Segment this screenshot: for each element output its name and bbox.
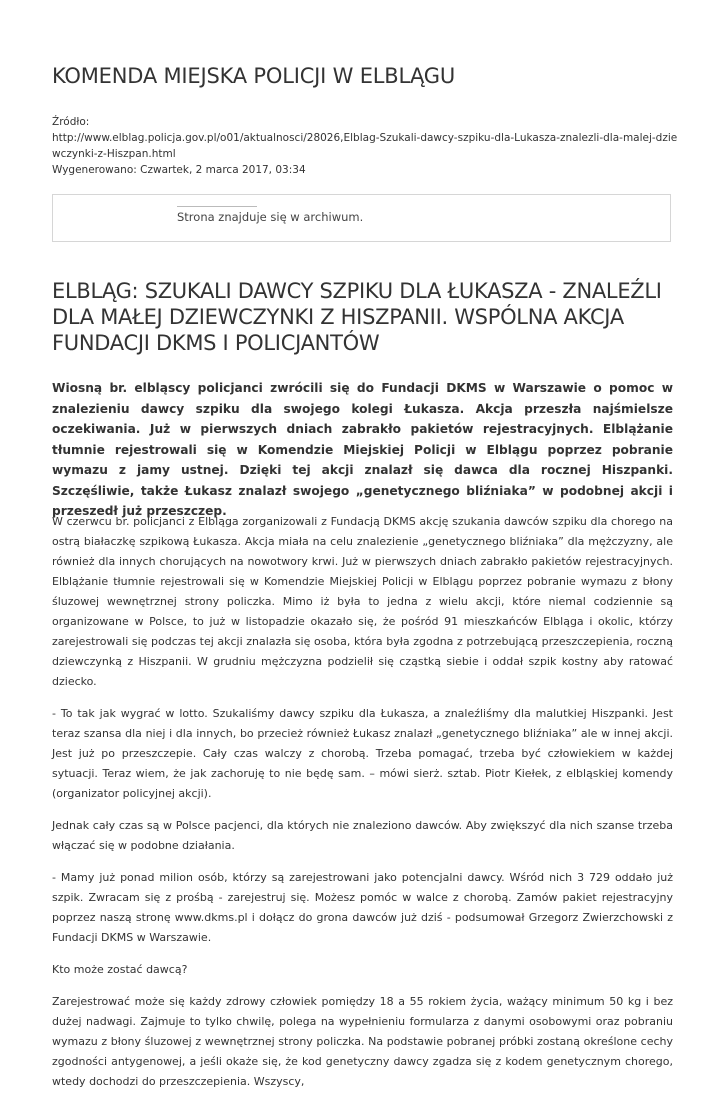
- source-label: Źródło:: [52, 116, 90, 128]
- body-paragraph: Zarejestrować może się każdy zdrowy człowiek pomiędzy 18 a 55 rokiem życia, ważący minimum 50 kg i bez dużej nadwagi. Zajmuje to tylko chwilę, polega na wypełnieniu formularza z danymi osobowymi oraz pobraniu wymazu z błony śluzowej z wewnętrznej strony policzka. Na podstawie pobranej próbki zostaną określone cechy zgodności antygenowej, a jeśli okaże się, że kod genetyczny dawcy zgadza się z kodem genetycznym chorego, wtedy dochodzi do przeszczepienia. Wszyscy,: [52, 995, 673, 1088]
- page-metadata: [52, 114, 682, 178]
- body-paragraph: Jednak cały czas są w Polsce pacjenci, dla których nie znaleziono dawców. Aby zwiększyć dla nich szanse trzeba włączać się w podobne działania.: [52, 819, 673, 852]
- article-body: [52, 512, 673, 1104]
- source-url[interactable]: http://www.elblag.policja.gov.pl/o01/aktualnosci/28026,Elblag-Szukali-dawcy-szpiku-dla-Lukasza-znalezli-dla-malej-dziewczynki-z-Hiszpan.html: [52, 132, 678, 160]
- archive-note: Strona znajduje się w archiwum.: [177, 210, 364, 224]
- article-headline: ELBLĄG: SZUKALI DAWCY SZPIKU DLA ŁUKASZA - ZNALEŹLI DLA MAŁEJ DZIEWCZYNKI Z HISZPANII. WSPÓLNA AKCJA FUNDACJI DKMS I POLICJANTÓW: [52, 279, 662, 355]
- body-paragraph: - Mamy już ponad milion osób, którzy są zarejestrowani jako potencjalni dawcy. Wśród nich 3 729 oddało już szpik. Zwracam się z prośbą - zarejestruj się. Możesz pomóc w walce z chorobą. Zamów pakiet rejestracyjny poprzez naszą stronę www.dkms.pl i dołącz do grona dawców już dziś - podsumował Grzegorz Zwierzchowski z Fundacji DKMS w Warszawie.: [52, 871, 673, 944]
- section-question: Kto może zostać dawcą?: [52, 963, 188, 976]
- generated-date: Wygenerowano: Czwartek, 2 marca 2017, 03:34: [52, 164, 306, 176]
- article-lead: Wiosną br. elbląscy policjanci zwrócili się do Fundacji DKMS w Warszawie o pomoc w znalezieniu dawcy szpiku dla swojego kolegi Łukasza. Akcja przeszła najśmielsze oczekiwania. Już w pierwszych dniach zabrakło pakietów rejestracyjnych. Elblążanie tłumnie rejestrowali się w Komendzie Miejskiej Policji w Elblągu poprzez pobranie wymazu z jamy ustnej. Dzięki tej akcji znalazł się dawca dla rocznej Hiszpanki. Szczęśliwie, także Łukasz znalazł swojego „genetycznego bliźniaka” w podobnej akcji i przeszedł już przeszczep.: [52, 381, 673, 518]
- body-paragraph: - To tak jak wygrać w lotto. Szukaliśmy dawcy szpiku dla Łukasza, a znaleźliśmy dla malutkiej Hiszpanki. Jest teraz szansa dla niej i dla innych, bo przecież również Łukasz znalazł „genetycznego bliźniaka” ale w innej akcji. Jest już po przeszczepie. Cały czas walczy z chorobą. Trzeba pomagać, trzeba być człowiekiem w każdej sytuacji. Teraz wiem, że jak zachoruję to nie będę sam. – mówi sierż. sztab. Piotr Kiełek, z elbląskiej komendy (organizator policyjnej akcji).: [52, 707, 673, 800]
- body-paragraph: W czerwcu br. policjanci z Elbląga zorganizowali z Fundacją DKMS akcję szukania dawców szpiku dla chorego na ostrą białaczkę szpikową Łukasza. Akcja miała na celu znalezienie „genetycznego bliźniaka” dla mężczyzny, ale również dla innych chorujących na nowotwory krwi. Już w pierwszych dniach zabrakło pakietów rejestracyjnych. Elblążanie tłumnie rejestrowali się w Komendzie Miejskiej Policji w Elblągu poprzez pobranie wymazu z błony śluzowej wewnętrznej strony policzka. Mimo iż była to jedna z wielu akcji, które niemal codziennie są organizowane w Polsce, to już w listopadzie okazało się, że pośród 91 mieszkańców Elbląga i okolic, którzy zarejestrowali się podczas tej akcji znalazła się osoba, która była zgodna z potrzebującą przeszczepienia, roczną dziewczynką z Hiszpanii. W grudniu mężczyzna podzielił się cząstką siebie i oddał szpik kostny aby ratować dziecko.: [52, 515, 673, 688]
- site-title: KOMENDA MIEJSKA POLICJI W ELBLĄGU: [52, 64, 456, 88]
- archive-notice: [52, 194, 671, 242]
- archive-divider: [177, 206, 257, 207]
